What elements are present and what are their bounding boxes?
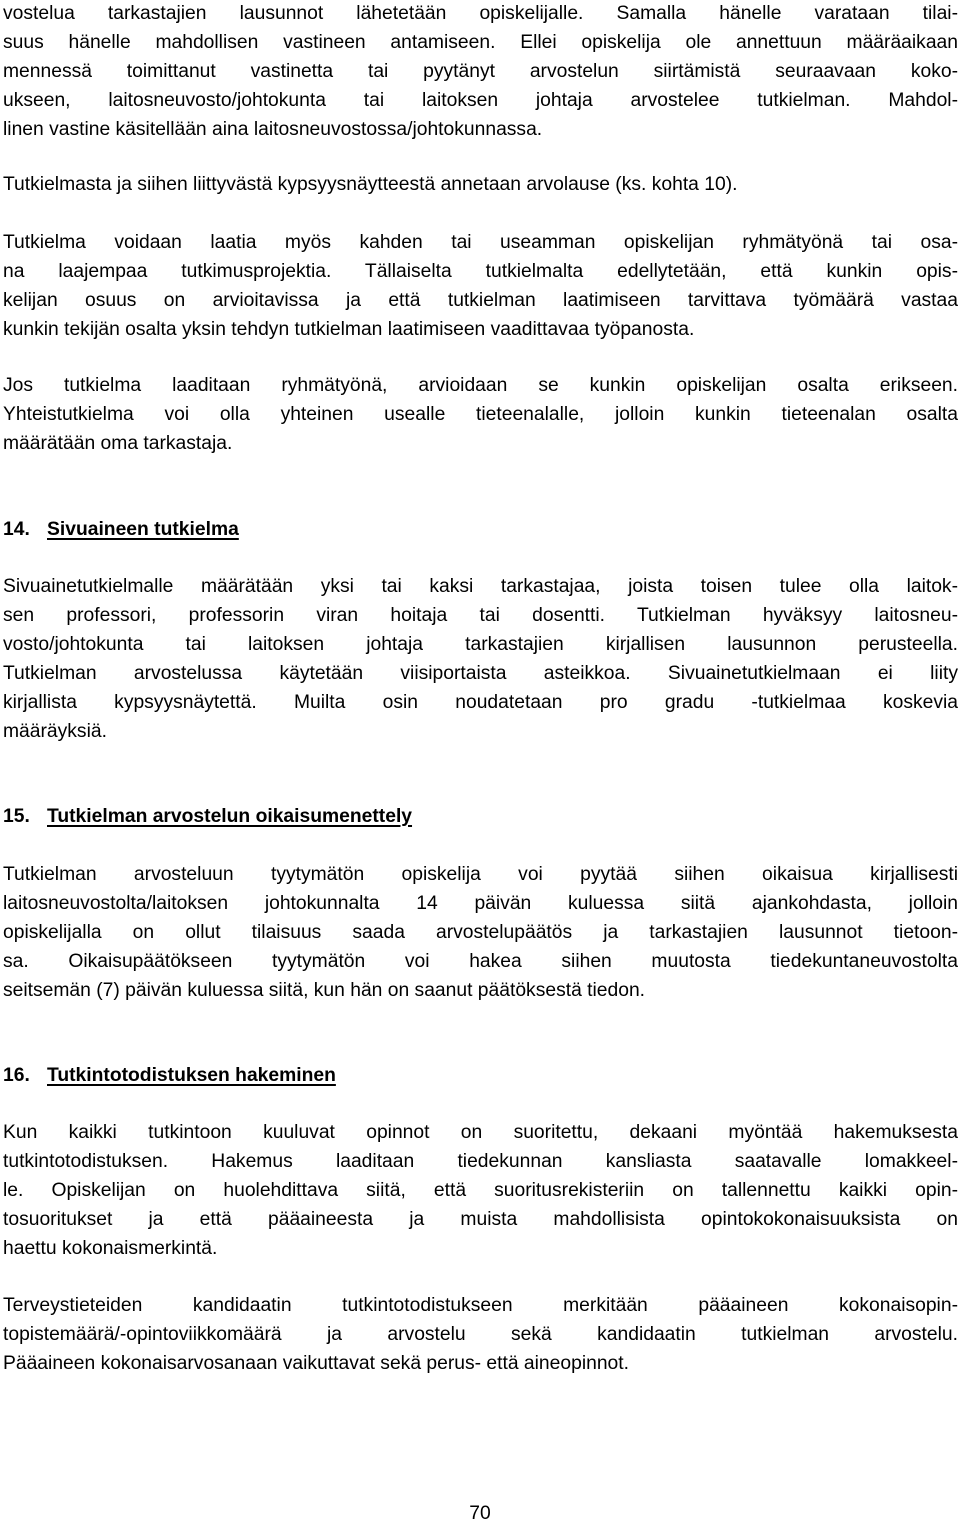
- section-heading-16: [3, 1062, 336, 1091]
- text-line: Pääaineen kokonaisarvosanaan vaikuttavat sekä perus- että aineopinnot.: [3, 1352, 629, 1374]
- text-line: vostelua tarkastajien lausunnot lähetetään opiskelijalle. Samalla hänelle varataan tilai-: [3, 3, 958, 24]
- section-number: 14.: [3, 519, 30, 540]
- text-line: Sivuainetutkielmalle määrätään yksi tai kaksi tarkastajaa, joista toisen tulee olla laitok-: [3, 576, 958, 597]
- section-title: Sivuaineen tutkielma: [47, 519, 239, 540]
- section-heading-15: [3, 803, 412, 832]
- paragraph-grade-statement: [3, 171, 958, 200]
- section-number: 15.: [3, 806, 30, 827]
- section-number: 16.: [3, 1065, 30, 1086]
- text-line: mennessä toimittanut vastinetta tai pyytänyt arvostelun siirtämistä seuraavaan koko-: [3, 60, 958, 82]
- page-number: 70: [469, 1503, 491, 1524]
- paragraph-joint-thesis: [3, 372, 958, 459]
- text-line: opiskelijalla on ollut tilaisuus saada arvostelupäätös ja tarkastajien lausunnot tietoon-: [3, 921, 958, 943]
- text-line: laitosneuvostolta/laitoksen johtokunnalta 14 päivän kuluessa siitä ajankohdasta, jolloin: [3, 892, 958, 914]
- text-line: määrätään oma tarkastaja.: [3, 432, 233, 454]
- text-line: topistemäärä/-opintoviikkomäärä ja arvostelu sekä kandidaatin tutkielman arvostelu.: [3, 1323, 958, 1345]
- paragraph-group-work: [3, 229, 958, 345]
- paragraph-grade-appeal: [3, 861, 958, 1006]
- text-line: Tutkielman arvostelussa käytetään viisiportaista asteikkoa. Sivuainetutkielmaan ei liity: [3, 662, 958, 684]
- text-line: sen professori, professorin viran hoitaja tai dosentti. Tutkielman hyväksyy laitosneu-: [3, 604, 958, 626]
- paragraph-minor-thesis: [3, 573, 958, 746]
- text-line: vosto/johtokunta tai laitoksen johtaja tarkastajien kirjallisen lausunnon perusteella.: [3, 633, 958, 655]
- text-line: linen vastine käsitellään aina laitosneuvostossa/johtokunnassa.: [3, 118, 543, 140]
- text-line: määräyksiä.: [3, 720, 107, 742]
- text-line: na laajempaa tutkimusprojektia. Tällaiselta tutkielmalta edellytetään, että kunkin opis-: [3, 260, 958, 282]
- text-line: tosuoritukset ja että pääaineesta ja muista mahdollisista opintokokonaisuuksista on: [3, 1208, 958, 1230]
- paragraph-review-statement: [3, 0, 958, 145]
- text-line: Kun kaikki tutkintoon kuuluvat opinnot on suoritettu, dekaani myöntää hakemuksesta: [3, 1122, 958, 1143]
- text-line: seitsemän (7) päivän kuluessa siitä, kun hän on saanut päätöksestä tiedon.: [3, 979, 646, 1001]
- text-line: Jos tutkielma laaditaan ryhmätyönä, arvioidaan se kunkin opiskelijan osalta erikseen.: [3, 375, 958, 396]
- text-line: kirjallista kypsyysnäytettä. Muilta osin noudatetaan pro gradu -tutkielmaa koskevia: [3, 691, 958, 713]
- text-line: suus hänelle mahdollisen vastineen antamiseen. Ellei opiskelija ole annettuun määräaikaan: [3, 31, 958, 53]
- text-line: Yhteistutkielma voi olla yhteinen usealle tieteenalalle, jolloin kunkin tieteenalan osalta: [3, 403, 958, 425]
- section-title: Tutkintotodistuksen hakeminen: [47, 1065, 336, 1086]
- paragraph-certificate-contents: [3, 1292, 958, 1379]
- text-line: haettu kokonaismerkintä.: [3, 1237, 218, 1259]
- section-heading-14: [3, 516, 239, 545]
- text-line: Tutkielma voidaan laatia myös kahden tai useamman opiskelijan ryhmätyönä tai osa-: [3, 232, 958, 253]
- text-line: Terveystieteiden kandidaatin tutkintotodistukseen merkitään pääaineen kokonaisopin-: [3, 1295, 958, 1316]
- text-line: sa. Oikaisupäätökseen tyytymätön voi hakea siihen muutosta tiedekuntaneuvostolta: [3, 950, 958, 972]
- section-title: Tutkielman arvostelun oikaisumenettely: [47, 806, 413, 827]
- text-line: ukseen, laitosneuvosto/johtokunta tai laitoksen johtaja arvostelee tutkielman. Mahdol-: [3, 89, 958, 111]
- text-line: kunkin tekijän osalta yksin tehdyn tutkielman laatimiseen vaadittavaa työpanosta.: [3, 318, 695, 340]
- text-line: tutkintotodistuksen. Hakemus laaditaan tiedekunnan kansliasta saatavalle lomakkeel-: [3, 1150, 958, 1172]
- text-line: Tutkielman arvosteluun tyytymätön opiskelija voi pyytää siihen oikaisua kirjallisesti: [3, 864, 958, 885]
- text-line: kelijan osuus on arvioitavissa ja että tutkielman laatimiseen tarvittava työmäärä vastaa: [3, 289, 958, 311]
- text-line: Tutkielmasta ja siihen liittyvästä kypsyysnäytteestä annetaan arvolause (ks. kohta 10).: [3, 174, 738, 195]
- paragraph-certificate-application: [3, 1119, 958, 1264]
- text-line: le. Opiskelijan on huolehdittava siitä, että suoritusrekisteriin on tallennettu kaikki opin-: [3, 1179, 958, 1201]
